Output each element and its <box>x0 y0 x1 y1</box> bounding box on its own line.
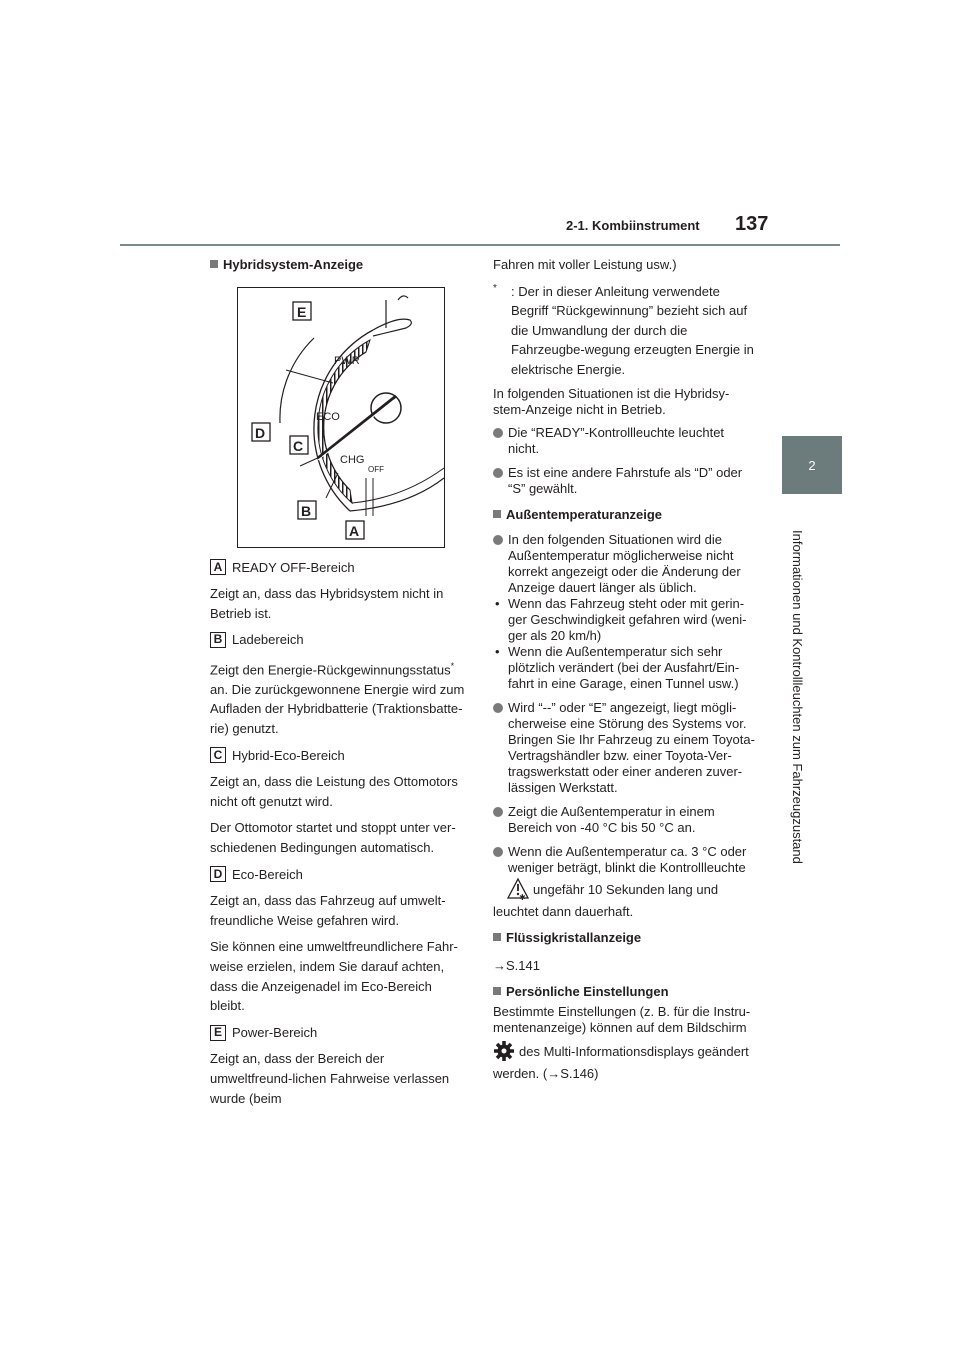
section-heading-lcd <box>493 928 755 948</box>
bullet-dot-icon <box>493 703 503 713</box>
bullet-dot-icon <box>493 535 503 545</box>
left-column <box>210 255 470 1115</box>
section-heading-outside-temp <box>493 505 755 525</box>
legend-item-e <box>210 1023 470 1043</box>
figure-label-b: B <box>301 502 312 519</box>
bullet-text: In den folgenden Situationen wird die Außentemperatur möglicherweise nicht korrekt angezeigt oder die Änderung der Anzeige dauert länger als üblich. <box>508 532 741 596</box>
legend-label: Ladebereich <box>232 632 304 648</box>
square-bullet-icon <box>493 987 501 995</box>
paragraph <box>493 878 755 920</box>
header-section-title: 2-1. Kombiinstrument <box>566 218 700 233</box>
bullet-dot-icon <box>493 428 503 438</box>
figure-label-a: A <box>349 522 360 539</box>
gauge-label-pwr: PWR <box>334 354 360 367</box>
ice-warning-icon <box>507 878 529 904</box>
legend-desc: Zeigt an, dass das Fahrzeug auf umwelt-freundliche Weise gefahren wird. <box>210 893 446 928</box>
desc-text: Zeigt den Energie-Rückgewinnungsstatus <box>210 662 451 678</box>
dash-text: Wenn die Außentemperatur sich sehr plötzlich verändert (bei der Ausfahrt/Ein-fahrt in eine Garage, einen Tunnel usw.) <box>508 644 740 692</box>
bullet-text: Die “READY”-Kontrollleuchte leuchtet nicht. <box>508 424 725 456</box>
bullet-dot-icon <box>493 847 503 857</box>
paragraph: In folgenden Situationen ist die Hybridsy-stem-Anzeige nicht in Betrieb. <box>493 385 730 417</box>
page-reference-link[interactable]: →S.141 <box>493 957 540 973</box>
page-number: 137 <box>735 213 769 235</box>
legend-desc: Zeigt an, dass der Bereich der umweltfreund-lichen Fahrweise verlassen wurde (beim <box>210 1051 450 1106</box>
heading-text: Flüssigkristallanzeige <box>506 930 642 946</box>
footnote <box>493 282 755 380</box>
legend-desc: Sie können eine umweltfreundlichere Fahr-weise erzielen, indem Sie darauf achten, dass die Anzeigenadel im Eco-Bereich bleibt. <box>210 939 458 1014</box>
footnote-text: : Der in dieser Anleitung verwendete Begriff “Rückgewinnung” bezieht sich auf die Umwandlung der durch die Fahrzeugbe-wegung erzeugten Energie in elektrische Energie. <box>511 283 754 377</box>
hybrid-gauge-illustration <box>238 288 444 547</box>
legend-label: READY OFF-Bereich <box>232 559 355 575</box>
letter-e-icon: E <box>210 1025 226 1041</box>
legend-item-b <box>210 630 470 650</box>
bullet-text: Wird “--” oder “E” angezeigt, liegt mögli-cherweise eine Störung des Systems vor. Bringen Sie Ihr Fahrzeug zu einem Toyota-Vertragshändler bzw. einer Toyota-Ver-tragswerkstatt oder einer anderen zuver-lässigen Werkstatt. <box>508 700 755 796</box>
bullet-item <box>493 465 755 497</box>
bullet-item <box>493 844 755 876</box>
section-heading-hybrid <box>210 255 470 275</box>
footnote-star: * <box>493 282 497 294</box>
legend-label: Power-Bereich <box>232 1024 318 1040</box>
letter-b-icon: B <box>210 632 226 648</box>
paragraph-text: des Multi-Informationsdisplays geändert werden. (→S.146) <box>493 1043 749 1081</box>
paragraph <box>493 1040 755 1082</box>
paragraph: Bestimmte Einstellungen (z. B. für die Instru-mentenanzeige) können auf dem Bildschirm <box>493 1003 751 1035</box>
figure-label-e: E <box>297 303 307 320</box>
bullet-item <box>493 804 755 836</box>
letter-a-icon: A <box>210 559 226 575</box>
bullet-item <box>493 532 755 596</box>
bullet-dot-icon <box>493 468 503 478</box>
legend-desc <box>210 657 470 739</box>
dash-mark: • <box>495 644 500 660</box>
bullet-text: Wenn die Außentemperatur ca. 3 °C oder weniger beträgt, blinkt die Kontrollleuchte <box>508 844 747 876</box>
heading-text: Außentemperaturanzeige <box>506 506 663 522</box>
dash-text: Wenn das Fahrzeug steht oder mit gerin-ger Geschwindigkeit gefahren wird (weni-ger als 20 km/h) <box>508 596 747 644</box>
figure-label-d: D <box>255 424 266 441</box>
dash-mark: • <box>495 596 500 612</box>
legend-item-a <box>210 558 470 578</box>
right-column <box>493 255 755 1089</box>
square-bullet-icon <box>493 933 501 941</box>
legend-desc: Zeigt an, dass das Hybridsystem nicht in Betrieb ist. <box>210 586 444 621</box>
legend-label: Eco-Bereich <box>232 866 303 882</box>
bullet-item <box>493 700 755 796</box>
dash-item <box>493 644 755 692</box>
svg-text:✱: ✱ <box>519 893 526 901</box>
legend-item-d <box>210 865 470 885</box>
legend-desc: Der Ottomotor startet und stoppt unter ver-schiedenen Bedingungen automatisch. <box>210 820 456 856</box>
bullet-text: Zeigt die Außentemperatur in einem Bereich von -40 °C bis 50 °C an. <box>508 804 715 836</box>
heading-text: Hybridsystem-Anzeige <box>223 257 364 272</box>
gauge-label-off: OFF <box>368 464 384 474</box>
figure-label-c: C <box>293 437 304 454</box>
hybrid-gauge-figure <box>237 287 445 548</box>
legend-desc: Zeigt an, dass die Leistung des Ottomotors nicht oft genutzt wird. <box>210 774 458 809</box>
desc-text: an. Die zurückgewonnene Energie wird zum Aufladen der Hybridbatterie (Traktionsbatte-rie) genutzt. <box>210 681 465 737</box>
legend-label: Hybrid-Eco-Bereich <box>232 747 345 763</box>
bullet-text: Es ist eine andere Fahrstufe als “D” oder “S” gewählt. <box>508 464 743 496</box>
gauge-label-chg: CHG <box>340 453 365 466</box>
bullet-item <box>493 425 755 457</box>
chapter-side-title <box>789 530 805 864</box>
letter-c-icon: C <box>210 747 226 763</box>
gear-icon <box>493 1040 515 1066</box>
header-divider <box>120 244 840 246</box>
heading-text: Persönliche Einstellungen <box>506 984 669 1000</box>
footnote-mark: * <box>450 660 455 671</box>
section-heading-personal-settings <box>493 982 755 1002</box>
chapter-number: 2 <box>808 457 816 473</box>
chapter-tab[interactable] <box>782 436 842 494</box>
dash-item <box>493 596 755 644</box>
continued-text: Fahren mit voller Leistung usw.) <box>493 257 677 272</box>
paragraph-text: ungefähr 10 Sekunden lang und leuchtet dann dauerhaft. <box>493 882 719 920</box>
square-bullet-icon <box>493 510 501 518</box>
chapter-side-title-text: Informationen und Kontrollleuchten zum Fahrzeugzustand <box>790 530 805 864</box>
square-bullet-icon <box>210 260 218 268</box>
bullet-dot-icon <box>493 807 503 817</box>
gauge-label-eco: ECO <box>316 410 340 423</box>
legend-item-c <box>210 746 470 766</box>
letter-d-icon: D <box>210 866 226 882</box>
